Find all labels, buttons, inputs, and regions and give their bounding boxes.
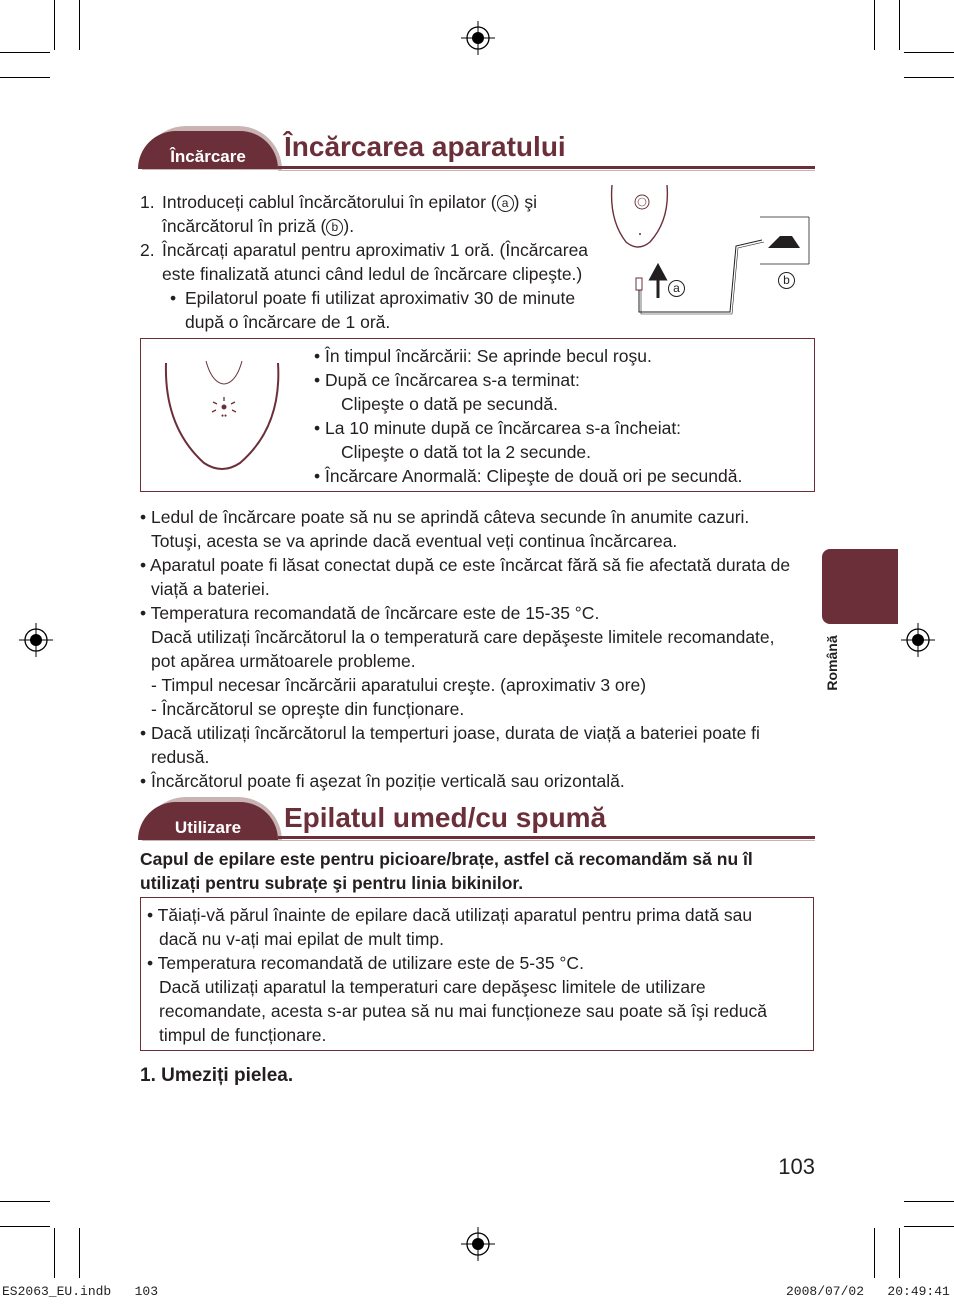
language-tab-block — [822, 549, 898, 624]
epilator-outline — [612, 185, 668, 247]
charger-icon — [768, 236, 800, 248]
charging-illustration — [604, 180, 816, 320]
step-2-subbullet: • Epilatorul poate fi utilizat aproximativ 30 de minute după o încărcare de 1 oră. — [170, 288, 576, 332]
arrow-up-icon — [651, 266, 665, 298]
figure-label-a: a — [668, 280, 685, 297]
section-rule — [278, 836, 815, 839]
charging-notes: • Ledul de încărcare poate să nu se aprindă câteva secunde în anumite cazuri. Totuşi, acesta se va aprinde dacă eventual veți continua încărcarea. • Aparatul poate fi lăsat conectat după ce este încărcat fără să fie afectată durata de viață a bateriei. • Temperatura recomandată de încărcare este de 15-35 °C. Dacă utilizați încărcătorul la o temperatură care depăşeste limitele recomandate, pot apărea următoarele probleme. - Timpul necesar încărcării aparatului creşte. (aproximativ 3 ore) - Încărcătorul se opreşte din funcționare. • Dacă utilizați încărcătorul la temperturi joase, durata de viață a bateriei poate fi redusă. • Încărcătorul poate fi aşezat în poziție verticală sau orizontală. — [140, 507, 791, 791]
registration-mark-icon — [461, 21, 495, 55]
section-tab-label: Utilizare — [174, 818, 242, 837]
figure-label-b: b — [778, 272, 795, 289]
language-tab-label: Română — [824, 635, 840, 691]
page-number: 103 — [778, 1154, 815, 1179]
led-dot — [639, 233, 641, 235]
footer-file: ES2063_EU.indb 103 — [2, 1284, 159, 1299]
section-tab-usage — [138, 802, 278, 840]
step-2: 2. Încărcați aparatul pentru aproximativ 1 oră. (Încărcarea este finalizată atunci când ledul de încărcare clipeşte.) — [140, 240, 589, 284]
step-list — [140, 190, 610, 334]
registration-mark-icon — [461, 1227, 495, 1261]
footer-datetime: 2008/07/02 20:49:41 — [786, 1284, 950, 1299]
epilator-led-illustration — [160, 355, 285, 475]
registration-mark-icon — [19, 623, 53, 657]
section-rule — [278, 166, 815, 169]
section-rule-shadow — [278, 840, 815, 841]
led-status-list: • În timpul încărcării: Se aprinde becul roşu. • După ce încărcarea s-a terminat: Clipeşte o dată pe secundă. • La 10 minute după ce încărcarea s-a încheiat: Clipeşte o dată tot la 2 secunde. • Încărcare Anormală: Clipeşte de două ori pe secundă. — [314, 346, 743, 486]
epilator-button — [635, 195, 649, 209]
registration-mark-icon — [901, 623, 935, 657]
step-1: 1. Introduceți cablul încărcătorului în epilator ( a ) şi încărcătorul în priză ( b ). — [140, 192, 537, 236]
usage-step-1: 1. Umeziți pielea. — [140, 1065, 294, 1086]
marker-a: a — [497, 195, 514, 212]
section-title-wet-shaving: Epilatul umed/cu spumă — [284, 802, 607, 833]
section-tab-label: Încărcare — [170, 147, 246, 166]
section-rule-shadow — [278, 170, 815, 171]
epilator-button-inner — [638, 198, 646, 206]
marker-b: b — [326, 219, 343, 236]
plug — [636, 278, 642, 290]
section-title-charging: Încărcarea aparatului — [284, 131, 566, 162]
svg-text:●●: ●● — [220, 413, 228, 419]
usage-notes: • Tăiați-vă părul înainte de epilare dacă utilizați aparatul pentru prima dată sau dacă nu v-ați mai epilat de mult timp. • Temperatura recomandată de utilizare este de 5-35 °C. Dacă utilizați aparatul la temperaturi care depăşesc limitele de utilizare recomandate, acesta s-ar putea să nu mai funcționeze sau poate să îşi reducă timpul de funcționare. — [147, 905, 767, 1045]
usage-intro: Capul de epilare este pentru picioare/brațe, astfel că recomandăm să nu îl utilizați pentru subrațe şi pentru linia bikinilor. — [140, 849, 753, 893]
section-tab-charging — [138, 131, 278, 169]
